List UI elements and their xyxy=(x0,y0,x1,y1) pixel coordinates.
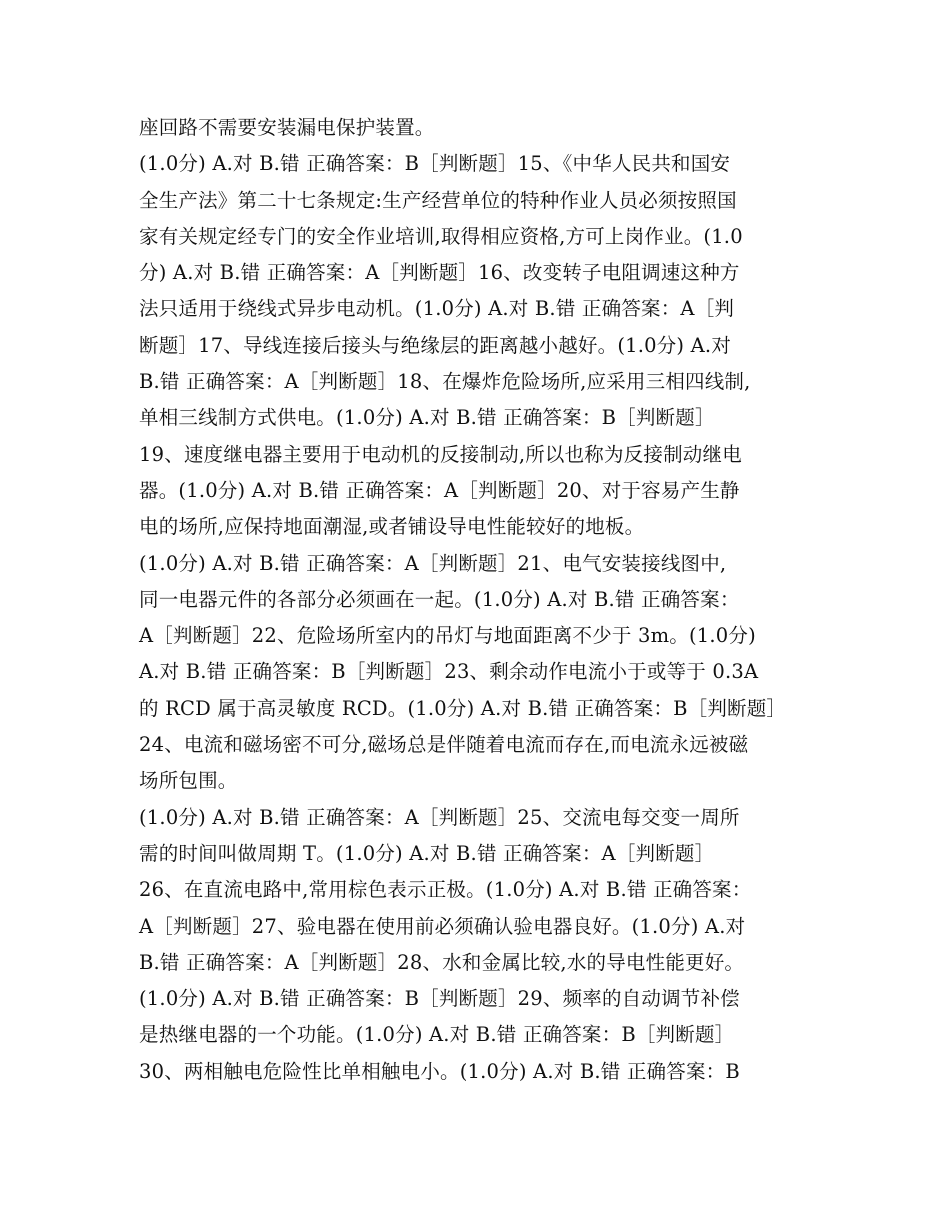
text-line: 家有关规定经专门的安全作业培训,取得相应资格,方可上岗作业。(1.0 xyxy=(139,224,743,248)
text-line: 同一电器元件的各部分必须画在一起。(1.0分) A.对 B.错 正确答案： xyxy=(139,587,740,611)
text-line: 需的时间叫做周期 T。(1.0分) A.对 B.错 正确答案：A［判断题］ xyxy=(139,841,715,865)
text-line: A.对 B.错 正确答案：B［判断题］23、剩余动作电流小于或等于 0.3A xyxy=(139,660,759,684)
text-line: B.错 正确答案：A［判断题］18、在爆炸危险场所,应采用三相四线制, xyxy=(139,370,751,394)
text-line: 断题］17、导线连接后接头与绝缘层的距离越小越好。(1.0分) A.对 xyxy=(139,333,732,357)
text-line: (1.0分) A.对 B.错 正确答案：A［判断题］25、交流电每交变一周所 xyxy=(139,805,740,829)
text-line: 26、在直流电路中,常用棕色表示正极。(1.0分) A.对 B.错 正确答案： xyxy=(139,878,752,902)
text-line: 的 RCD 属于高灵敏度 RCD。(1.0分) A.对 B.错 正确答案：B［判断题］ xyxy=(139,696,787,720)
text-line: 器。(1.0分) A.对 B.错 正确答案：A［判断题］20、对于容易产生静 xyxy=(139,478,740,502)
text-line: (1.0分) A.对 B.错 正确答案：B［判断题］15、《中华人民共和国安 xyxy=(139,152,731,176)
text-line: 是热继电器的一个功能。(1.0分) A.对 B.错 正确答案：B［判断题］ xyxy=(139,1023,735,1047)
text-line: 19、速度继电器主要用于电动机的反接制动,所以也称为反接制动继电 xyxy=(139,442,742,466)
text-line: 单相三线制方式供电。(1.0分) A.对 B.错 正确答案：B［判断题］ xyxy=(139,406,715,430)
text-line: 24、电流和磁场密不可分,磁场总是伴随着电流而存在,而电流永远被磁 xyxy=(139,733,749,757)
text-line: A［判断题］22、危险场所室内的吊灯与地面距离不少于 3m。(1.0分) xyxy=(139,624,756,648)
text-line: 全生产法》第二十七条规定:生产经营单位的特种作业人员必须按照国 xyxy=(139,188,737,212)
text-line: 座回路不需要安装漏电保护装置。 xyxy=(139,116,435,139)
document-body xyxy=(139,110,819,1090)
text-line: 电的场所,应保持地面潮湿,或者铺设导电性能较好的地板。 xyxy=(139,515,645,539)
text-line: A［判断题］27、验电器在使用前必须确认验电器良好。(1.0分) A.对 xyxy=(139,914,746,938)
text-line: 场所包围。 xyxy=(139,769,238,793)
text-line: (1.0分) A.对 B.错 正确答案：A［判断题］21、电气安装接线图中, xyxy=(139,551,727,575)
text-line: 法只适用于绕线式异步电动机。(1.0分) A.对 B.错 正确答案：A［判 xyxy=(139,297,735,321)
text-line: 30、两相触电危险性比单相触电小。(1.0分) A.对 B.错 正确答案：B xyxy=(139,1059,740,1083)
text-line: (1.0分) A.对 B.错 正确答案：B［判断题］29、频率的自动调节补偿 xyxy=(139,987,740,1011)
text-line: 分) A.对 B.错 正确答案：A［判断题］16、改变转子电阻调速这种方 xyxy=(139,261,740,285)
text-line: B.错 正确答案：A［判断题］28、水和金属比较,水的导电性能更好。 xyxy=(139,950,745,974)
